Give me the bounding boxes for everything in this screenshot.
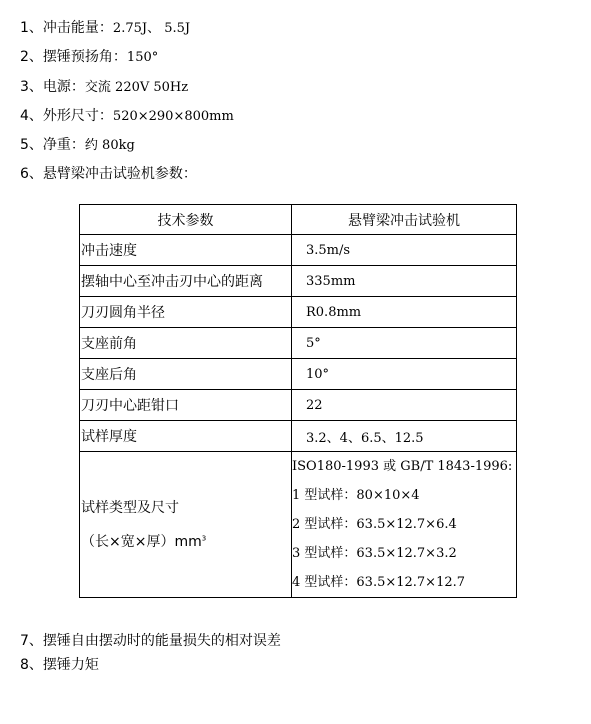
list-item-net-weight: 5、净重：约 80kg (20, 137, 135, 153)
list-item-dimensions: 4、外形尺寸：520×290×800mm (20, 108, 234, 124)
table-cell-value: 335mm (292, 266, 517, 297)
spec-table (79, 204, 517, 598)
table-cell-value: 3.5m/s (292, 235, 517, 266)
table-header-value: 悬臂梁冲击试验机 (292, 205, 517, 235)
table-cell-specimen-param (80, 452, 292, 598)
list-item-impact-energy: 1、冲击能量：2.75J、 5.5J (20, 20, 191, 36)
table-cell-value: 22 (292, 390, 517, 421)
table-cell-value: 5° (292, 328, 517, 359)
specimen-standard: ISO180-1993 或 GB/T 1843-1996: (292, 459, 513, 474)
table-row (80, 390, 517, 421)
table-row (80, 235, 517, 266)
table-cell-param: 支座后角 (80, 359, 292, 390)
table-cell-param: 冲击速度 (80, 235, 292, 266)
table-cell-value: 3.2、4、6.5、12.5 (292, 421, 517, 452)
table-header-row (80, 205, 517, 235)
specimen-param-line2: （长×宽×厚）$mm^3$ (81, 533, 207, 550)
table-row (80, 328, 517, 359)
specimen-type-4: 4 型试样：63.5×12.7×12.7 (292, 575, 466, 590)
table-cell-value: 10° (292, 359, 517, 390)
table-row (80, 266, 517, 297)
table-cell-param: 试样厚度 (80, 421, 292, 452)
table-row (80, 297, 517, 328)
list-item-pendulum-angle: 2、摆锤预扬角：150° (20, 49, 159, 65)
list-item-tester-params: 6、悬臂梁冲击试验机参数： (20, 166, 197, 182)
list-item-power-supply: 3、电源：交流 220V 50Hz (20, 79, 189, 95)
specimen-type-1: 1 型试样：80×10×4 (292, 488, 420, 503)
table-header-param: 技术参数 (80, 205, 292, 235)
table-cell-param: 刀刃中心距钳口 (80, 390, 292, 421)
table-cell-param: 支座前角 (80, 328, 292, 359)
table-cell-value: R0.8mm (292, 297, 517, 328)
specimen-type-3: 3 型试样：63.5×12.7×3.2 (292, 546, 457, 561)
table-row (80, 359, 517, 390)
table-cell-param: 摆轴中心至冲击刃中心的距离 (80, 266, 292, 297)
list-item-energy-loss-error: 7、摆锤自由摆动时的能量损失的相对误差 (20, 633, 281, 649)
table-cell-param: 刀刃圆角半径 (80, 297, 292, 328)
table-row (80, 421, 517, 452)
table-cell-specimen-values (292, 452, 517, 598)
list-item-pendulum-torque: 8、摆锤力矩 (20, 657, 99, 673)
specimen-type-2: 2 型试样：63.5×12.7×6.4 (292, 517, 457, 532)
specimen-param-line1: 试样类型及尺寸 (81, 499, 179, 516)
table-row-specimen (80, 452, 517, 598)
